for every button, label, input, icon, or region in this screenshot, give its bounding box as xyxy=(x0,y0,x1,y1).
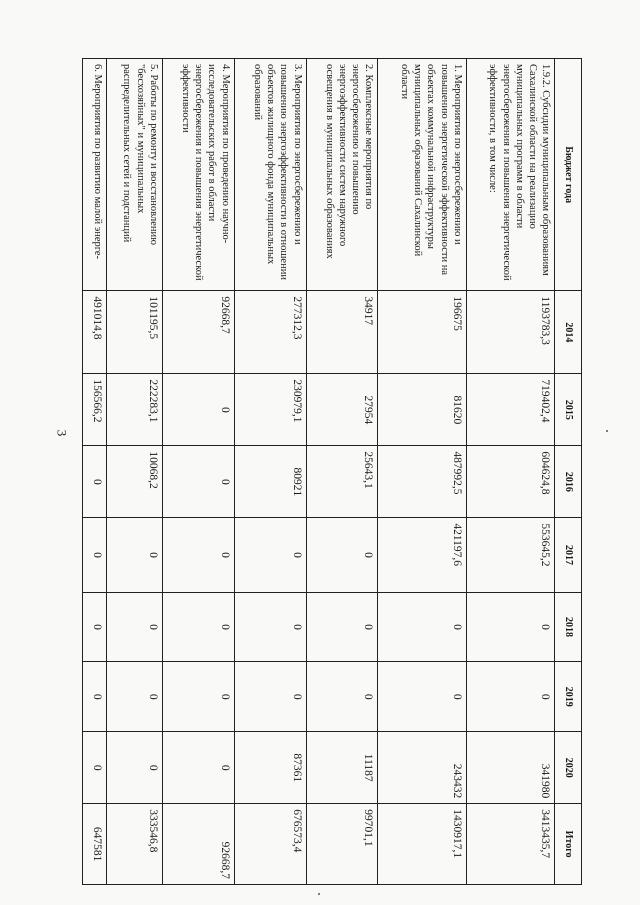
cell-2020: 87361 xyxy=(234,732,306,804)
cell-2014: 101195,5 xyxy=(107,291,162,374)
cell-2019: 0 xyxy=(234,662,306,732)
header-2018: 2018 xyxy=(555,592,582,662)
cell-2014: 34917 xyxy=(306,291,378,374)
header-budget-year: Бюджет года xyxy=(555,59,582,291)
cell-total: 99701,1 xyxy=(306,804,378,885)
cell-2018: 0 xyxy=(466,592,554,662)
cell-2016: 0 xyxy=(83,446,107,518)
cell-2020: 341980 xyxy=(466,732,554,804)
cell-2017: 0 xyxy=(306,518,378,592)
cell-2019: 0 xyxy=(466,662,554,732)
header-2020: 2020 xyxy=(555,732,582,804)
cell-2019: 0 xyxy=(162,662,234,732)
cell-2018: 0 xyxy=(107,592,162,662)
table-row xyxy=(83,59,107,885)
cell-2017: 0 xyxy=(83,518,107,592)
cell-2016: 604624,8 xyxy=(466,446,554,518)
cell-2020: 0 xyxy=(83,732,107,804)
row-name: 5. Работы по ремонту и восстановлению "бесхозяйных" и муниципальных распределительных сетей и подстанций xyxy=(107,59,162,291)
cell-total: 333546,8 xyxy=(107,804,162,885)
cell-2017: 553645,2 xyxy=(466,518,554,592)
cell-total: 1430917,1 xyxy=(378,804,466,885)
cell-2015: 222283,1 xyxy=(107,374,162,446)
header-2017: 2017 xyxy=(555,518,582,592)
cell-2019: 0 xyxy=(83,662,107,732)
cell-2015: 719402,4 xyxy=(466,374,554,446)
cell-2017: 0 xyxy=(107,518,162,592)
header-2019: 2019 xyxy=(555,662,582,732)
cell-total: 92668,7 xyxy=(162,804,234,885)
cell-2020: 0 xyxy=(162,732,234,804)
cell-2017: 0 xyxy=(234,518,306,592)
cell-2019: 0 xyxy=(378,662,466,732)
rotated-table-frame xyxy=(82,58,582,885)
cell-2015: 81620 xyxy=(378,374,466,446)
cell-2014: 196675 xyxy=(378,291,466,374)
table-row xyxy=(162,59,234,885)
budget-table xyxy=(82,58,582,885)
cell-2014: 92668,7 xyxy=(162,291,234,374)
table-row xyxy=(378,59,466,885)
header-2016: 2016 xyxy=(555,446,582,518)
row-name: 1. Мероприятия по энергосбережению и повышению энергетической эффективности на объектах коммунальной инфраструктуры муниципальных образований Сахалинской области xyxy=(378,59,466,291)
cell-2016: 487992,5 xyxy=(378,446,466,518)
cell-2016: 10068,2 xyxy=(107,446,162,518)
table-header-row xyxy=(555,59,582,885)
scan-speck xyxy=(318,893,320,895)
table-row xyxy=(306,59,378,885)
cell-2016: 0 xyxy=(162,446,234,518)
cell-2015: 230979,1 xyxy=(234,374,306,446)
cell-2016: 25643,1 xyxy=(306,446,378,518)
cell-2020: 11187 xyxy=(306,732,378,804)
page-number: 3 xyxy=(54,429,70,437)
cell-2015: 156566,2 xyxy=(83,374,107,446)
table-row xyxy=(234,59,306,885)
cell-2019: 0 xyxy=(107,662,162,732)
header-2014: 2014 xyxy=(555,291,582,374)
cell-2017: 0 xyxy=(162,518,234,592)
cell-2015: 27954 xyxy=(306,374,378,446)
cell-2014: 1193783,3 xyxy=(466,291,554,374)
cell-2018: 0 xyxy=(162,592,234,662)
cell-2018: 0 xyxy=(378,592,466,662)
row-name: 6. Мероприятия по развитию малой энерге- xyxy=(83,59,107,291)
cell-2016: 80921 xyxy=(234,446,306,518)
cell-2014: 491014,8 xyxy=(83,291,107,374)
cell-total: 647581 xyxy=(83,804,107,885)
header-2015: 2015 xyxy=(555,374,582,446)
row-name: 3. Мероприятия по энергосбережению и повышению энергоэффективности в отношении объектов жилищного фонда муниципальных образований xyxy=(234,59,306,291)
cell-total: 3413435,7 xyxy=(466,804,554,885)
cell-2018: 0 xyxy=(306,592,378,662)
cell-2018: 0 xyxy=(234,592,306,662)
cell-2018: 0 xyxy=(83,592,107,662)
cell-2014: 277312,3 xyxy=(234,291,306,374)
cell-2020: 243432 xyxy=(378,732,466,804)
cell-2019: 0 xyxy=(306,662,378,732)
table-row xyxy=(466,59,554,885)
cell-2015: 0 xyxy=(162,374,234,446)
cell-2017: 421197,6 xyxy=(378,518,466,592)
row-name: 4. Мероприятия по проведению научно-исследовательских работ в области энергосбережения и повышения энергетической эффективности xyxy=(162,59,234,291)
table-row xyxy=(107,59,162,885)
row-name: 1.9.2. Субсидии муниципальным образованиям Сахалинской области на реализацию муниципальных программ в области энергосбережения и повышения энергетической эффективности, в том числе: xyxy=(466,59,554,291)
cell-total: 676573,4 xyxy=(234,804,306,885)
cell-2020: 0 xyxy=(107,732,162,804)
table-container xyxy=(82,58,582,885)
header-total: Итого xyxy=(555,804,582,885)
scan-speck xyxy=(606,430,608,432)
row-name: 2. Комплексные мероприятия по энергосбережению и повышению энергоэффективности систем наружного освещения в муниципальных образованиях xyxy=(306,59,378,291)
